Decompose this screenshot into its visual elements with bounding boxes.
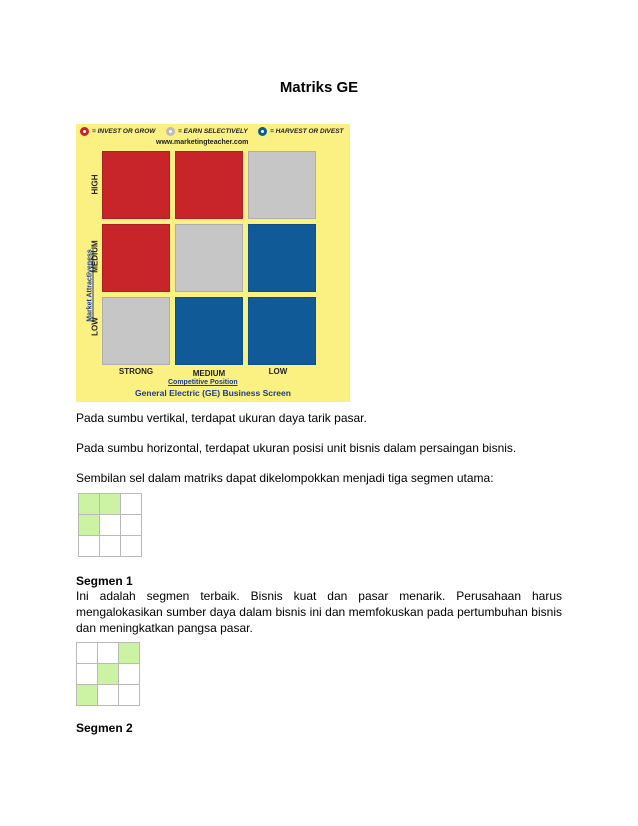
segment-grid-cell [119,685,140,706]
y-level-medium: MEDIUM [90,240,100,273]
segment-grid-cell [77,664,98,685]
segment-1-grid [78,493,142,557]
paragraph-segments-intro: Sembilan sel dalam matriks dapat dikelompokkan menjadi tiga segmen utama: [76,471,494,485]
matrix-cell-high-medium [175,151,243,219]
matrix-cell-high-low [248,151,316,219]
y-level-low: LOW [90,317,100,336]
x-level-strong: STRONG [118,367,154,376]
x-level-medium: MEDIUM [192,369,226,378]
x-level-low: LOW [268,367,288,376]
legend-item-harvest: = HARVEST OR DIVEST [258,127,344,136]
segment-2-grid [76,642,140,706]
matrix-cell-medium-medium [175,224,243,292]
y-axis-title: Market Attractiveness [86,249,94,322]
segment-grid-cell [121,494,142,515]
segment-grid-cell [121,515,142,536]
segment-grid-cell [98,664,119,685]
paragraph-vertical-axis: Pada sumbu vertikal, terdapat ukuran daya tarik pasar. [76,411,367,425]
segment-grid-cell [119,643,140,664]
segment-grid-cell [98,685,119,706]
segment-2-title: Segmen 2 [76,721,133,735]
ge-matrix-figure [76,124,350,402]
paragraph-horizontal-axis: Pada sumbu horizontal, terdapat ukuran posisi unit bisnis dalam persaingan bisnis. [76,441,517,455]
invest-circle-icon [80,127,89,136]
matrix-cell-low-low [248,297,316,365]
segment-grid-cell [77,685,98,706]
page-title: Matriks GE [279,79,359,96]
matrix-cell-low-strong [102,297,170,365]
matrix-grid [102,151,316,366]
segment-grid-cell [79,494,100,515]
segment-grid-cell [100,536,121,557]
segment-grid-cell [121,536,142,557]
segment-grid-cell [100,515,121,536]
figure-legend [78,127,350,139]
segment-1-text: Ini adalah segmen terbaik. Bisnis kuat dan pasar menarik. Perusahaan harus mengalokasikan sumber daya dalam bisnis ini dan memfokuskan pada pertumbuhan bisnis dan meningkatkan pangsa pasar. [76,589,562,635]
figure-caption: General Electric (GE) Business Screen [135,388,291,398]
matrix-cell-medium-low [248,224,316,292]
legend-item-invest: = INVEST OR GROW [80,127,155,136]
matrix-cell-high-strong [102,151,170,219]
segment-grid-cell [79,536,100,557]
matrix-cell-low-medium [175,297,243,365]
segment-grid-cell [79,515,100,536]
harvest-circle-icon [258,127,267,136]
segment-grid-cell [98,643,119,664]
segment-grid-cell [119,664,140,685]
y-level-high: HIGH [90,174,100,195]
legend-item-earn: = EARN SELECTIVELY [166,127,248,136]
figure-url: www.marketingteacher.com [156,139,249,146]
matrix-cell-medium-strong [102,224,170,292]
segment-1-title: Segmen 1 [76,574,133,588]
x-axis-title: Competitive Position [168,379,238,386]
segment-grid-cell [77,643,98,664]
segment-grid-cell [100,494,121,515]
earn-circle-icon [166,127,175,136]
